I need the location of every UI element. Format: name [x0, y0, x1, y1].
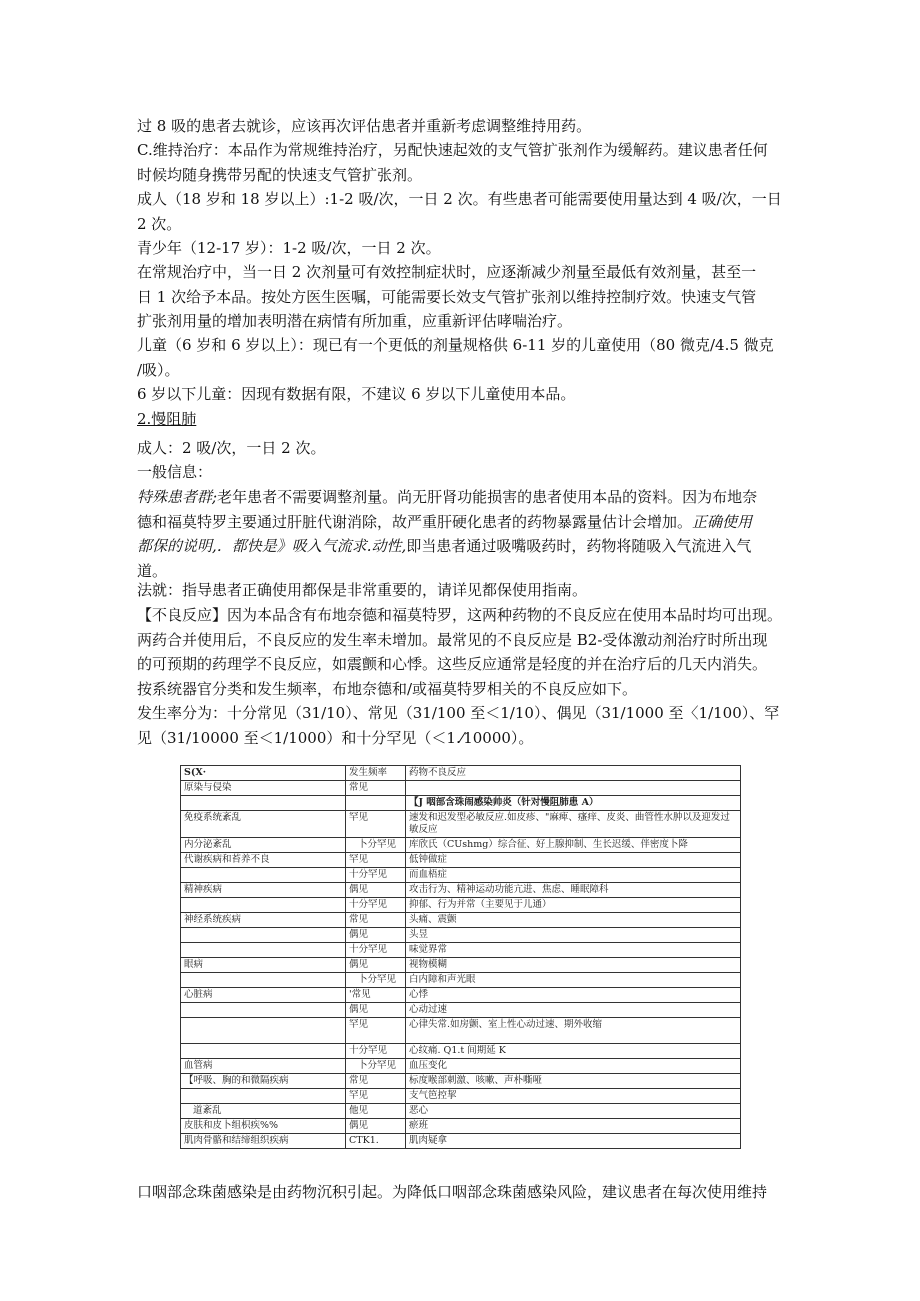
paragraph-under-six: 6 岁以下儿童：因现有数据有限，不建议 6 岁以下儿童使用本品。 — [137, 385, 576, 403]
header-reaction: 药物不良反应 — [406, 766, 741, 781]
table-row: 十分罕见 味觉界常 — [181, 943, 741, 958]
table-row: 肌肉骨骼和结缔组织疾病 CTK1. 肌肉疑拿 — [181, 1134, 741, 1149]
table-row: 道紊乱 他见 恶心 — [181, 1104, 741, 1119]
table-row: 偶见 心动过速 — [181, 1003, 741, 1018]
text-hepatic: 德和福莫特罗主要通过肝脏代谢消除，故严重肝硬化患者的药物暴露量估计会增加。 — [137, 512, 693, 531]
adverse-reactions-table — [180, 765, 741, 1149]
paragraph-oropharyngeal-candidiasis: 口咽部念珠菌感染是由药物沉积引起。为降低口咽部念珠菌感染风险，建议患者在每次使用维持 — [137, 1183, 768, 1201]
text-elderly: 老年患者不需要调整剂量。尚无肝肾功能损害的患者使用本品的资料。因为布地奈 — [217, 488, 758, 506]
text-inhalation: 即当患者通过吸嘴吸药时，药物将随吸入气流进入气 — [406, 537, 752, 555]
header-frequency: 发生频率 — [346, 766, 406, 781]
table-header-row — [181, 766, 741, 781]
table-row: 罕见 支气笆控挈 — [181, 1089, 741, 1104]
paragraph-adverse-reactions: 【不良反应】因为本品含有布地奈德和福莫特罗，这两种药物的不良反应在使用本品时均可出现。 两药合并使用后，不良反应的发生率未增加。最常见的不良反应是 B2-受体激动剂治疗时所出现 的可预期的药理学不良反应，如震颤和心悸。这些反应通常是轻度的并在治疗后的几天内消失。 按系统器官分类和发生频率，布地奈德和/或福莫特罗相关的不良反应如下。 — [137, 606, 783, 698]
table-row: 血管病 卜分罕见 血压变化 — [181, 1059, 741, 1074]
paragraph-routine-therapy: 在常规治疗中，当一日 2 次剂量可有效控制症状时，应逐渐减少剂量至最低有效剂量，甚至一 日 1 次给予本品。按处方医生医嘱，可能需要长效支气管扩张剂以维持控制疗效。快速支气管 扩张剂用量的增加表明潜在病情有所加重，应重新评估哮喘治疗。 — [137, 263, 757, 330]
paragraph-children-dose: 儿童（6 岁和 6 岁以上）：现已有一个更低的剂量规格供 6-11 岁的儿童使用（80 微克/4.5 微克 /吸）。 — [137, 336, 774, 379]
paragraph-general-info: 一般信息： — [137, 463, 213, 481]
table-row: 皮肤和皮卜组枳疾%% 偶见 瘀班 — [181, 1119, 741, 1134]
table-row: 十分罕见 抑郁、行为并常（主要见于儿通） — [181, 898, 741, 913]
paragraph-maintenance: C.维持治疗：本品作为常规维持治疗，另配快速起效的支气管扩张剂作为缓解药。建议患者任何 时候均随身携带另配的快速支气管扩张剂。 — [137, 141, 768, 184]
table-row: 卜分罕见 白内障和声光眼 — [181, 973, 741, 988]
table-row: 偶见 头昱 — [181, 928, 741, 943]
italic-special-populations: 特殊患者群; — [137, 488, 218, 506]
paragraph-copd-adult: 成人：2 吸/次，一日 2 次。 — [137, 439, 326, 457]
paragraph-overdose-note: 过 8 吸的患者去就诊，应该再次评估患者并重新考虑调整维持用药。 — [137, 117, 592, 135]
table-row: 心脏病 '常见 心悸 — [181, 988, 741, 1003]
table-row: 【J 咽部含珠闹感染帅炎（针对慢阻肺患 A） — [181, 796, 741, 811]
italic-correct-use: 正确使用 — [692, 512, 753, 531]
table-row: 原染与侵染 常见 — [181, 781, 741, 796]
table-row: 【呼吸、胸的和微隔疾病 常见 标度喉部刺激、咳嗽、声朴嘶哑 — [181, 1074, 741, 1089]
paragraph-adolescent-dose: 青少年（12-17 岁）：1-2 吸/次，一日 2 次。 — [137, 239, 441, 257]
italic-turbuhaler-note: 都保的说明,．都快是》吸入气流求.动性, — [137, 537, 407, 555]
paragraph-adult-dose: 成人（18 岁和 18 岁以上）:1-2 吸/次，一日 2 次。有些患者可能需要使用量达到 4 吸/次，一日 2 次。 — [137, 190, 782, 233]
section-heading-copd: 2.慢阻肺 — [137, 410, 197, 428]
table-row: 罕见 心律失常.如房颤、室上性心动过速、期外收缩 — [181, 1018, 741, 1044]
table-row: 眼病 偶见 视物模糊 — [181, 958, 741, 973]
table-row: 代谢疾病和苔养不良 罕见 低钟做症 — [181, 853, 741, 868]
header-soc: S(X· — [181, 766, 346, 781]
table-row: 神经系统疾病 常见 头痛、震颤 — [181, 913, 741, 928]
paragraph-special-populations: 特殊患者群;老年患者不需要调整剂量。尚无肝肾功能损害的患者使用本品的资料。因为布地奈 德和福莫特罗主要通过肝脏代谢消除，故严重肝硬化患者的药物暴露量估计会增加。正确使用 都保的说明,．都快是》吸入气流求.动性,即当患者通过吸嘴吸药时，药物将随吸入气流进入气 道。 — [137, 488, 758, 580]
table-row: 内分泌紊乱 卜分罕见 库欣氏（CUshmg）综合征、好上腺抑制、生长迟缓、伴密度卜降 — [181, 838, 741, 853]
paragraph-usage-guide: 法就：指导患者正确使用都保是非常重要的，请详见都保使用指南。 — [137, 581, 588, 599]
table-row: 精神疾病 偶见 攻击行为、精神运动功能亢进、焦虑、睡眠障科 — [181, 883, 741, 898]
table-row: 十分罕见 心纹痛. Q1.t 间期延 K — [181, 1044, 741, 1059]
table-row: 十分罕见 而血梧症 — [181, 868, 741, 883]
table-row: 免疫系统紊乱 罕见 速发和迟发型必敏反应.如皮疹、"麻痺、瘙痒、皮炎、曲管性水肿以及迎发过敏反应 — [181, 811, 741, 838]
paragraph-frequency-definitions: 发生率分为：十分常见（31/10）、常见（31/100 至＜1/10）、偶见（31/1000 至〈1/100）、罕 见（31/10000 至＜1/1000）和十分罕见（＜1.⁄10000）。 — [137, 704, 780, 747]
